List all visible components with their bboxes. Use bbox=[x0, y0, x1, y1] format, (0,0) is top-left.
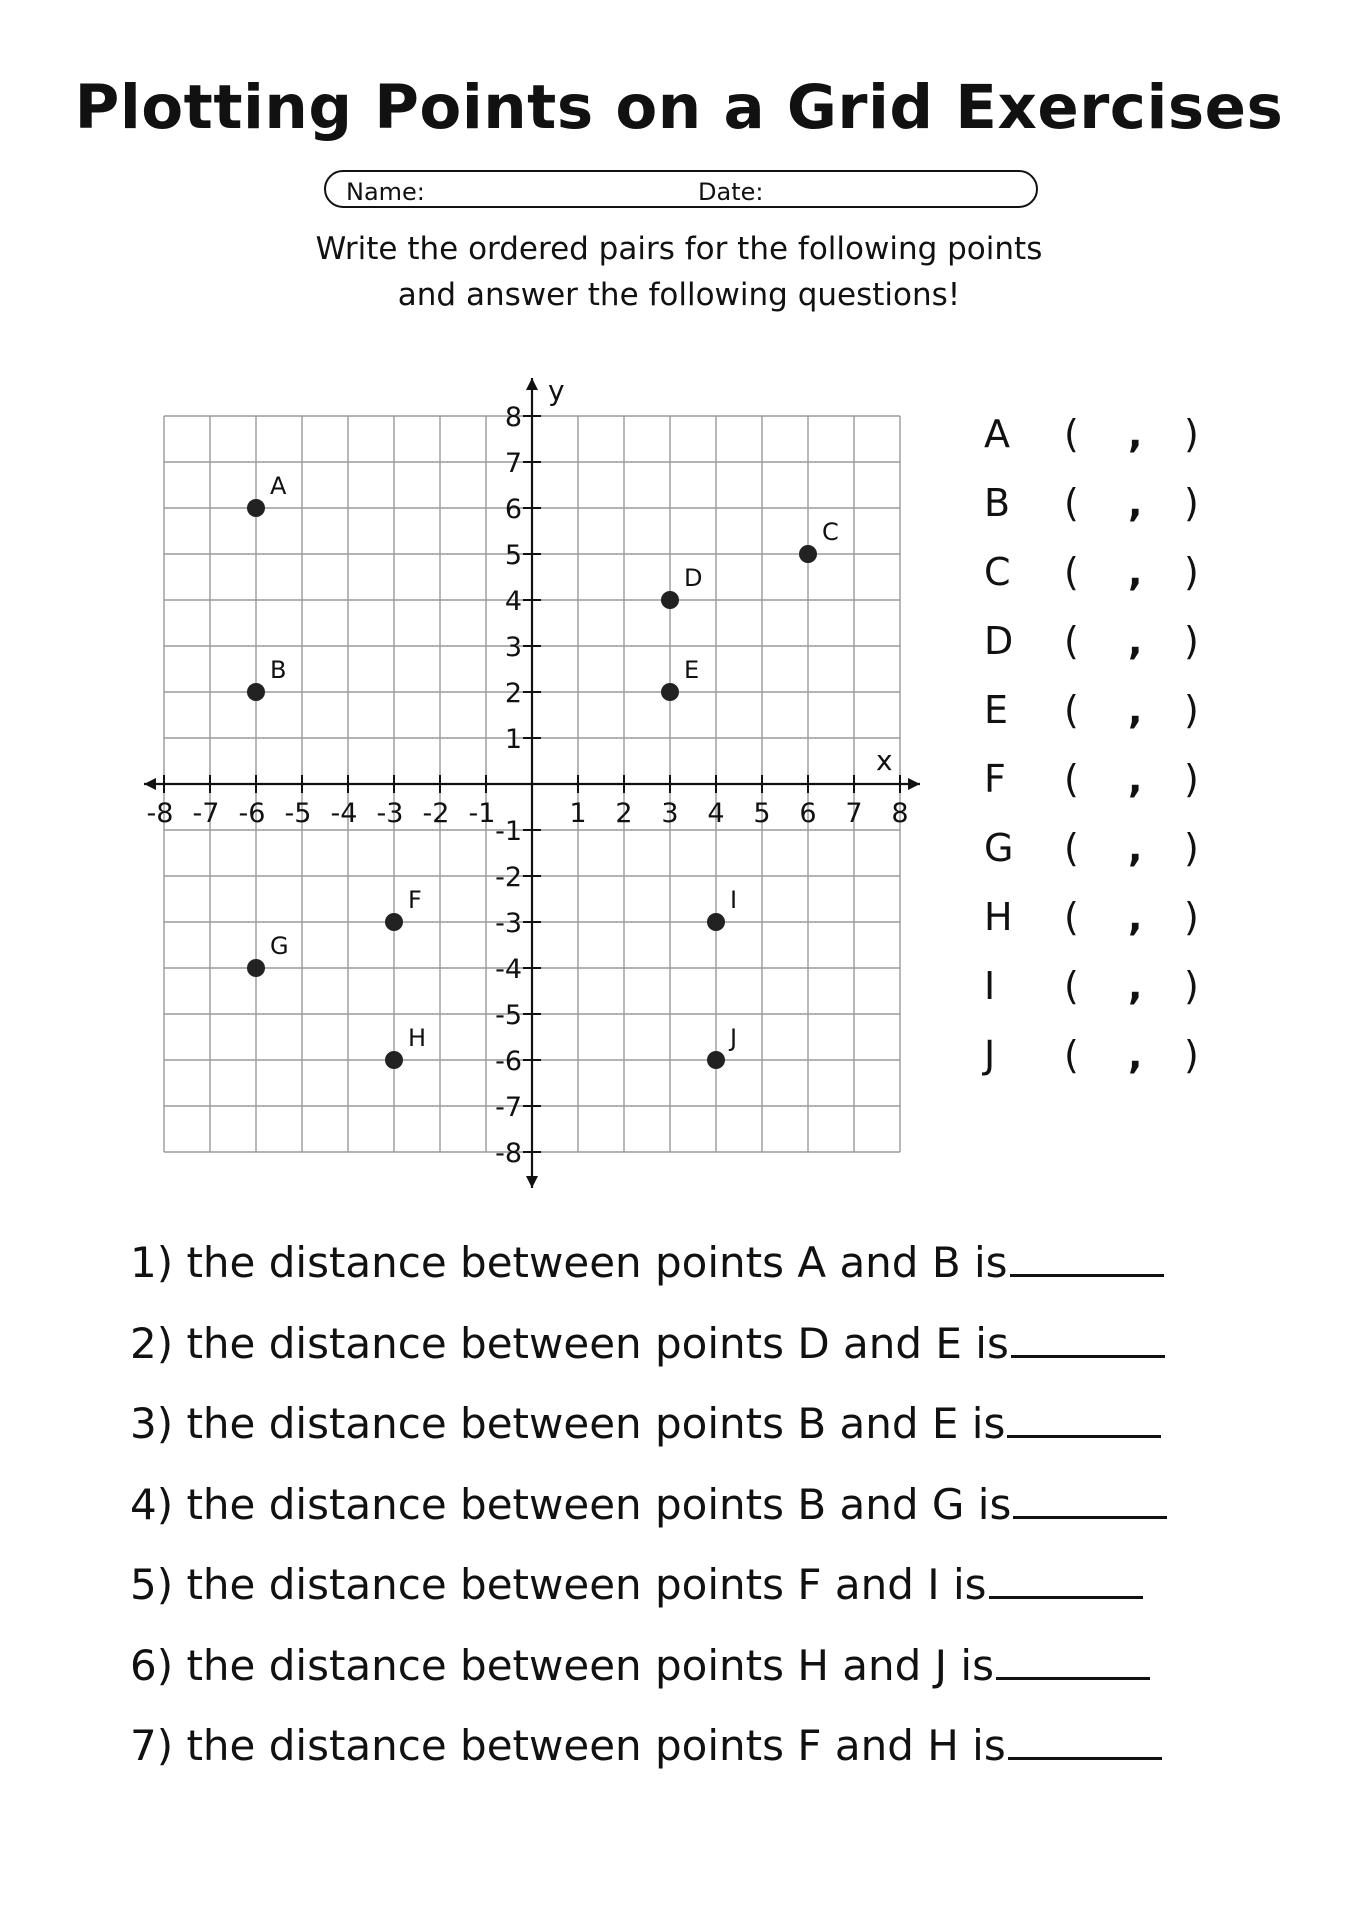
x-tick-label: 8 bbox=[891, 798, 909, 829]
x-tick-label: 3 bbox=[661, 798, 679, 829]
point-label-d: D bbox=[684, 564, 703, 592]
y-tick-label: -4 bbox=[495, 954, 522, 985]
answer-blank[interactable] bbox=[1011, 1321, 1165, 1358]
answer-blank[interactable] bbox=[1007, 1401, 1161, 1438]
y-tick-label: -6 bbox=[495, 1046, 522, 1077]
question-text: 3) the distance between points B and E is bbox=[130, 1399, 1006, 1448]
pair-close-paren: ) bbox=[1184, 688, 1199, 732]
questions-list bbox=[130, 1238, 1330, 1802]
instructions-line-1: Write the ordered pairs for the following points bbox=[315, 231, 1043, 267]
answer-blank[interactable] bbox=[1008, 1723, 1162, 1760]
ordered-pair-row bbox=[980, 619, 1220, 688]
pair-open-paren: ( bbox=[1064, 826, 1079, 870]
point-marker-g bbox=[247, 959, 265, 977]
pair-close-paren: ) bbox=[1184, 619, 1199, 663]
ordered-pair-row bbox=[980, 757, 1220, 826]
x-tick-label: -6 bbox=[238, 798, 266, 829]
y-tick-label: 5 bbox=[504, 540, 522, 571]
pair-close-paren: ) bbox=[1184, 1033, 1199, 1077]
question-text: 5) the distance between points F and I is bbox=[130, 1560, 987, 1609]
x-tick-label: -5 bbox=[284, 798, 312, 829]
y-tick-label: -1 bbox=[495, 816, 522, 847]
ordered-pairs-list bbox=[980, 412, 1220, 1102]
point-label-f: F bbox=[408, 886, 422, 914]
x-axis-arrow-right bbox=[908, 778, 920, 790]
pair-close-paren: ) bbox=[1184, 550, 1199, 594]
point-marker-j bbox=[707, 1051, 725, 1069]
point-label-c: C bbox=[822, 518, 839, 546]
pair-close-paren: ) bbox=[1184, 826, 1199, 870]
pair-letter: E bbox=[984, 688, 1009, 732]
x-tick-label: 4 bbox=[707, 798, 725, 829]
ordered-pair-row bbox=[980, 481, 1220, 550]
y-tick-label: -2 bbox=[495, 862, 522, 893]
question-item bbox=[130, 1721, 1330, 1802]
y-axis-arrow-down bbox=[526, 1176, 538, 1188]
pair-open-paren: ( bbox=[1064, 412, 1079, 456]
point-marker-d bbox=[661, 591, 679, 609]
pair-comma: , bbox=[1128, 688, 1143, 732]
pair-letter: F bbox=[984, 757, 1006, 801]
point-marker-f bbox=[385, 913, 403, 931]
pair-comma: , bbox=[1128, 1033, 1143, 1077]
question-item bbox=[130, 1480, 1330, 1561]
instructions-line-2: and answer the following questions! bbox=[397, 277, 961, 313]
pair-letter: J bbox=[984, 1033, 996, 1077]
ordered-pair-row bbox=[980, 1033, 1220, 1102]
x-tick-label: -8 bbox=[146, 798, 174, 829]
ordered-pair-row bbox=[980, 412, 1220, 481]
date-label: Date: bbox=[698, 178, 764, 206]
pair-comma: , bbox=[1128, 412, 1143, 456]
x-axis-label: x bbox=[876, 744, 893, 777]
answer-blank[interactable] bbox=[996, 1643, 1150, 1680]
point-marker-c bbox=[799, 545, 817, 563]
y-tick-label: 4 bbox=[504, 586, 522, 617]
pair-comma: , bbox=[1128, 481, 1143, 525]
x-tick-label: 7 bbox=[845, 798, 863, 829]
question-text: 1) the distance between points A and B is bbox=[130, 1238, 1008, 1287]
question-text: 6) the distance between points H and J is bbox=[130, 1640, 994, 1690]
x-tick-label: -3 bbox=[376, 798, 404, 829]
answer-blank[interactable] bbox=[1010, 1240, 1164, 1277]
y-tick-label: 1 bbox=[504, 724, 522, 755]
pair-comma: , bbox=[1128, 619, 1143, 663]
point-label-b: B bbox=[270, 656, 287, 684]
ordered-pair-row bbox=[980, 550, 1220, 619]
page-title: Plotting Points on a Grid Exercises bbox=[74, 72, 1284, 143]
pair-open-paren: ( bbox=[1064, 757, 1079, 801]
ordered-pair-row bbox=[980, 895, 1220, 964]
ordered-pair-row bbox=[980, 964, 1220, 1033]
point-marker-b bbox=[247, 683, 265, 701]
x-axis-arrow-left bbox=[144, 778, 156, 790]
pair-comma: , bbox=[1128, 550, 1143, 594]
x-tick-label: -4 bbox=[330, 798, 358, 829]
pair-letter: A bbox=[984, 412, 1010, 456]
y-tick-label: 3 bbox=[504, 632, 522, 663]
y-tick-label: 6 bbox=[504, 494, 522, 525]
pair-letter: D bbox=[984, 619, 1014, 663]
pair-open-paren: ( bbox=[1064, 1033, 1079, 1077]
pair-comma: , bbox=[1128, 964, 1143, 1008]
question-item bbox=[130, 1238, 1330, 1319]
pair-close-paren: ) bbox=[1184, 964, 1199, 1008]
point-label-h: H bbox=[408, 1024, 427, 1052]
point-label-a: A bbox=[270, 472, 287, 500]
pair-open-paren: ( bbox=[1064, 550, 1079, 594]
x-tick-label: -2 bbox=[422, 798, 450, 829]
pair-open-paren: ( bbox=[1064, 688, 1079, 732]
y-tick-label: 7 bbox=[504, 448, 522, 479]
pair-letter: C bbox=[984, 550, 1011, 594]
y-tick-label: 2 bbox=[504, 678, 522, 709]
pair-comma: , bbox=[1128, 895, 1143, 939]
pair-open-paren: ( bbox=[1064, 619, 1079, 663]
point-marker-i bbox=[707, 913, 725, 931]
question-text: 2) the distance between points D and E is bbox=[130, 1318, 1009, 1368]
x-tick-label: -7 bbox=[192, 798, 220, 829]
pair-letter: I bbox=[984, 964, 996, 1008]
question-item bbox=[130, 1560, 1330, 1641]
question-item bbox=[130, 1399, 1330, 1480]
x-tick-label: 5 bbox=[753, 798, 771, 829]
pair-close-paren: ) bbox=[1184, 412, 1199, 456]
pair-letter: G bbox=[984, 826, 1014, 870]
x-tick-label: 6 bbox=[799, 798, 817, 829]
pair-open-paren: ( bbox=[1064, 964, 1079, 1008]
point-marker-h bbox=[385, 1051, 403, 1069]
question-item bbox=[130, 1319, 1330, 1400]
y-tick-label: -3 bbox=[495, 908, 522, 939]
pair-comma: , bbox=[1128, 757, 1143, 801]
y-tick-label: -7 bbox=[495, 1092, 522, 1123]
name-label: Name: bbox=[346, 178, 425, 206]
pair-comma: , bbox=[1128, 826, 1143, 870]
point-label-j: J bbox=[730, 1024, 738, 1052]
point-marker-e bbox=[661, 683, 679, 701]
pair-letter: B bbox=[984, 481, 1011, 525]
point-label-i: I bbox=[730, 886, 738, 914]
question-item bbox=[130, 1641, 1330, 1722]
x-tick-label: -1 bbox=[468, 798, 496, 829]
pair-open-paren: ( bbox=[1064, 895, 1079, 939]
answer-blank[interactable] bbox=[989, 1562, 1143, 1599]
pair-letter: H bbox=[984, 895, 1013, 939]
point-label-e: E bbox=[684, 656, 700, 684]
pair-open-paren: ( bbox=[1064, 481, 1079, 525]
point-label-g: G bbox=[270, 932, 289, 960]
question-text: 4) the distance between points B and G is bbox=[130, 1479, 1012, 1529]
pair-close-paren: ) bbox=[1184, 757, 1199, 801]
y-tick-label: -5 bbox=[495, 1000, 522, 1031]
ordered-pair-row bbox=[980, 826, 1220, 895]
x-tick-label: 1 bbox=[569, 798, 587, 829]
x-tick-label: 2 bbox=[615, 798, 633, 829]
y-tick-label: 8 bbox=[504, 402, 522, 433]
y-axis-arrow-up bbox=[526, 378, 538, 390]
question-text: 7) the distance between points F and H is bbox=[130, 1721, 1006, 1770]
ordered-pair-row bbox=[980, 688, 1220, 757]
pair-close-paren: ) bbox=[1184, 481, 1199, 525]
y-tick-label: -8 bbox=[495, 1138, 522, 1169]
point-marker-a bbox=[247, 499, 265, 517]
answer-blank[interactable] bbox=[1013, 1482, 1167, 1519]
pair-close-paren: ) bbox=[1184, 895, 1199, 939]
y-axis-label: y bbox=[548, 374, 565, 407]
